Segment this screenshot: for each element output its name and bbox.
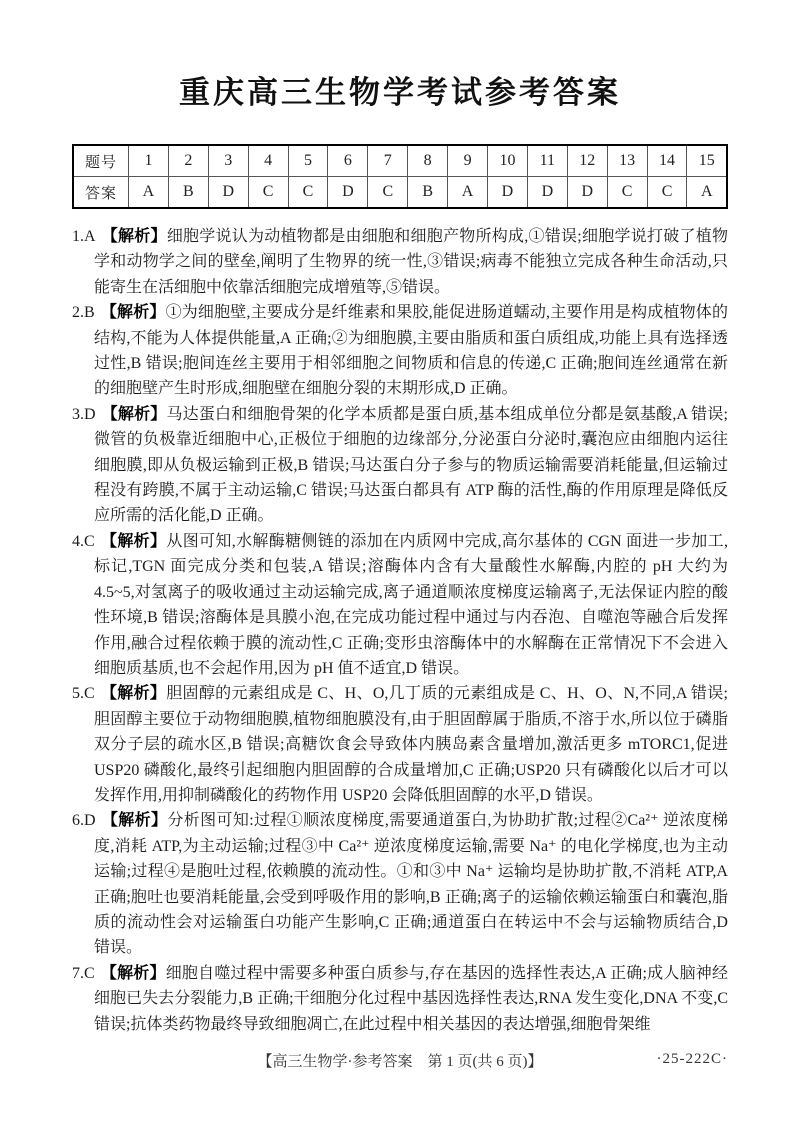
answer-table	[72, 144, 728, 209]
solution-item-2	[72, 300, 728, 402]
answer-letter-cell: C	[368, 177, 408, 209]
solution-text: 分析图可知:过程①顺浓度梯度,需要通道蛋白,为协助扩散;过程②Ca²⁺ 逆浓度梯度,消耗 ATP,为主动运输;过程③中 Ca²⁺ 逆浓度梯度运输,需要 Na⁺ 的电化学梯度,也为主动运输;过程④是胞吐过程,依赖膜的流动性。①和③中 Na⁺ 运输均是协助扩散,不消耗 ATP,A 正确;胞吐也要消耗能量,会受到呼吸作用的影响,B 正确;离子的运输依赖运输蛋白和囊泡,脂质的流动性会对运输蛋白功能产生影响,C 正确;通道蛋白在转运中不会与运输物质结合,D 错误。	[94, 812, 728, 957]
answer-letter-cell: D	[208, 177, 248, 209]
question-number-cell: 11	[527, 145, 567, 177]
answer-letter-row	[73, 177, 727, 209]
solution-number: 3.D	[72, 405, 96, 423]
solution-text: 细胞自噬过程中需要多种蛋白质参与,存在基因的选择性表达,A 正确;成人脑神经细胞已失去分裂能力,B 正确;干细胞分化过程中基因选择性表达,RNA 发生变化,DNA 不变,C 错误;抗体类药物最终导致细胞凋亡,在此过程中相关基因的表达增强,细胞骨架维	[94, 964, 728, 1033]
answer-letter-cell: D	[567, 177, 607, 209]
solution-text: ①为细胞壁,主要成分是纤维素和果胶,能促进肠道蠕动,主要作用是构成植物体的结构,不能为人体提供能量,A 正确;②为细胞膜,主要由脂质和蛋白质组成,功能上具有选择透过性,B 错误;胞间连丝主要用于相邻细胞之间物质和信息的传递,C 正确;胞间连丝通常在新的细胞壁产生时形成,细胞壁在细胞分裂的末期形成,D 正确。	[94, 304, 728, 398]
answer-letter-cell: D	[328, 177, 368, 209]
solution-marker: 【解析】	[100, 964, 166, 982]
answer-letter-cell: A	[687, 177, 727, 209]
answer-letter-cell: A	[129, 177, 169, 209]
answer-letter-cell: C	[647, 177, 687, 209]
solution-number: 6.D	[72, 812, 96, 830]
solution-marker: 【解析】	[101, 405, 167, 423]
question-number-cell: 7	[368, 145, 408, 177]
solution-marker: 【解析】	[101, 228, 167, 245]
question-number-cell: 6	[328, 145, 368, 177]
question-row-label: 题号	[73, 145, 129, 177]
answer-letter-cell: B	[168, 177, 208, 209]
question-number-cell: 2	[168, 145, 208, 177]
solution-number: 5.C	[72, 685, 95, 703]
question-number-cell: 13	[607, 145, 647, 177]
solution-number: 2.B	[72, 304, 95, 322]
solution-number: 1.A	[72, 228, 96, 245]
question-number-cell: 12	[567, 145, 607, 177]
question-number-cell: 8	[408, 145, 448, 177]
question-number-cell: 1	[129, 145, 169, 177]
question-number-row	[73, 145, 727, 177]
answer-row-label: 答案	[73, 177, 129, 209]
question-number-cell: 9	[448, 145, 488, 177]
solution-marker: 【解析】	[101, 812, 168, 830]
solutions-list	[72, 224, 728, 1037]
footer-center-text: 【高三生物学·参考答案 第 1 页(共 6 页)】	[257, 1054, 543, 1070]
question-number-cell: 3	[208, 145, 248, 177]
solution-marker: 【解析】	[100, 685, 167, 703]
solution-marker: 【解析】	[100, 304, 166, 322]
solution-item-7	[72, 961, 728, 1037]
footer-paper-code: ·25-222C·	[656, 1051, 728, 1067]
solution-text: 马达蛋白和细胞骨架的化学本质都是蛋白质,基本组成单位分都是氨基酸,A 错误;微管的负极靠近细胞中心,正极位于细胞的边缘部分,分泌蛋白分泌时,囊泡应由细胞内运往细胞膜,即从负极运输到正极,B 错误;马达蛋白分子参与的物质运输需要消耗能量,但运输过程没有跨膜,不属于主动运输,C 错误;马达蛋白都具有 ATP 酶的活性,酶的作用原理是降低反应所需的活化能,D 正确。	[94, 405, 728, 525]
question-number-cell: 4	[248, 145, 288, 177]
solution-item-4	[72, 529, 728, 681]
question-number-cell: 5	[288, 145, 328, 177]
solution-text: 从图可知,水解酶糖侧链的添加在内质网中完成,高尔基体的 CGN 面进一步加工,标记,TGN 面完成分类和包装,A 错误;溶酶体内含有大量酸性水解酶,内腔的 pH 大约为 4.5~5,对氢离子的吸收通过主动运输完成,离子通道顺浓度梯度运输离子,无法保证内腔的酸性环境,B 错误;溶酶体是具膜小泡,在完成功能过程中通过与内吞泡、自噬泡等融合后发挥作用,融合过程依赖于膜的流动性,C 正确;变形虫溶酶体中的水解酶在正常情况下不会进入细胞质基质,也不会起作用,因为 pH 值不适宜,D 错误。	[94, 532, 728, 677]
solution-item-3	[72, 402, 728, 529]
page-footer	[72, 1050, 728, 1072]
answer-letter-cell: D	[488, 177, 528, 209]
answer-letter-cell: A	[448, 177, 488, 209]
question-number-cell: 15	[687, 145, 727, 177]
answer-letter-cell: B	[408, 177, 448, 209]
solution-item-5	[72, 681, 728, 808]
solution-number: 4.C	[72, 532, 95, 550]
solution-marker: 【解析】	[100, 532, 167, 550]
answer-letter-cell: D	[527, 177, 567, 209]
solution-text: 胆固醇的元素组成是 C、H、O,几丁质的元素组成是 C、H、O、N,不同,A 错误;胆固醇主要位于动物细胞膜,植物细胞膜没有,由于胆固醇属于脂质,不溶于水,所以位于磷脂双分子层的疏水区,B 错误;高糖饮食会导致体内胰岛素含量增加,激活更多 mTORC1,促进 USP20 磷酸化,最终引起细胞内胆固醇的合成量增加,C 正确;USP20 只有磷酸化以后才可以发挥作用,用抑制磷酸化的药物作用 USP20 会降低胆固醇的水平,D 错误。	[94, 685, 728, 804]
answer-letter-cell: C	[288, 177, 328, 209]
solution-number: 7.C	[72, 964, 95, 982]
answer-letter-cell: C	[248, 177, 288, 209]
page-title: 重庆高三生物学考试参考答案	[179, 75, 621, 110]
solution-item-1	[72, 224, 728, 300]
solution-text: 细胞学说认为动植物都是由细胞和细胞产物所构成,①错误;细胞学说打破了植物学和动物学之间的壁垒,阐明了生物界的统一性,③错误;病毒不能独立完成各种生命活动,只能寄生在活细胞中依靠活细胞完成增殖等,⑤错误。	[94, 228, 728, 296]
answer-letter-cell: C	[607, 177, 647, 209]
question-number-cell: 10	[488, 145, 528, 177]
solution-item-6	[72, 808, 728, 960]
question-number-cell: 14	[647, 145, 687, 177]
